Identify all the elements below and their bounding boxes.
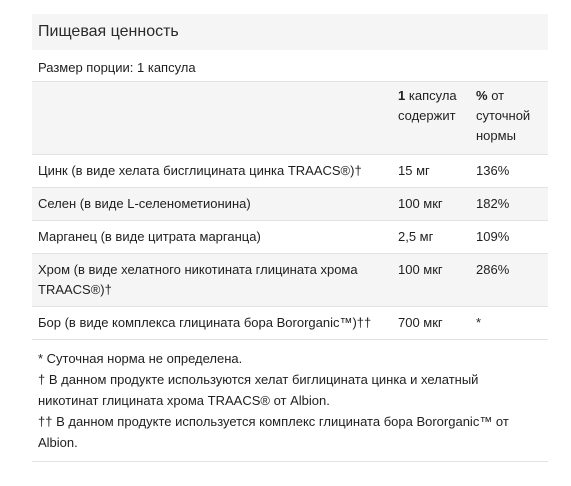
nutrient-daily-value: 286%: [476, 261, 510, 277]
nutrient-amount: 100 мкг: [398, 261, 443, 277]
nutrient-name: Селен (в виде L-селенометионина): [38, 195, 251, 211]
nutrient-amount: 700 мкг: [398, 314, 443, 330]
serving-size-value: 1 капсула: [137, 60, 196, 75]
footnote: †† В данном продукте используется комплекс глицината бора Bororganic™ от Albion.: [38, 413, 509, 450]
table-header-row: [32, 82, 548, 154]
nutrients-table: [32, 82, 548, 339]
nutrient-daily-value: 182%: [476, 195, 510, 211]
header-daily-value: [476, 82, 548, 154]
footnote: † В данном продукте используются хелат биглицината цинка и хелатный никотинат глицината хрома TRAACS® от Albion.: [38, 371, 479, 408]
nutrient-amount: 2,5 мг: [398, 228, 434, 244]
nutrient-amount: 15 мг: [398, 162, 430, 178]
footnote: * Суточная норма не определена.: [38, 350, 243, 366]
table-row: [32, 187, 548, 220]
nutrient-daily-value: 109%: [476, 228, 510, 244]
nutrient-name: Хром (в виде хелатного никотината глицината хрома TRAACS®)†: [38, 261, 358, 297]
header-amount: [398, 82, 476, 154]
header-name-cell: [32, 82, 398, 154]
serving-size: [32, 50, 548, 82]
nutrient-name: Бор (в виде комплекса глицината бора Bororganic™)††: [38, 314, 372, 330]
header-amount-number: 1: [398, 88, 406, 103]
header-dv-symbol: %: [476, 88, 488, 103]
nutrient-name: Цинк (в виде хелата бисглицината цинка TRAACS®)†: [38, 162, 362, 178]
nutrient-daily-value: 136%: [476, 162, 510, 178]
footnotes: [32, 339, 548, 462]
header-amount-text: капсула содержит: [398, 88, 457, 123]
serving-size-label: Размер порции:: [38, 60, 134, 75]
header-dv-text: от суточной нормы: [476, 88, 531, 143]
table-row: [32, 154, 548, 187]
table-row: [32, 253, 548, 306]
panel-title: Пищевая ценность: [32, 14, 548, 50]
nutrient-daily-value: *: [476, 314, 482, 330]
table-row: [32, 306, 548, 339]
nutrient-name: Марганец (в виде цитрата марганца): [38, 228, 261, 244]
nutrient-amount: 100 мкг: [398, 195, 443, 211]
nutrition-facts-panel: [32, 14, 548, 462]
table-row: [32, 220, 548, 253]
